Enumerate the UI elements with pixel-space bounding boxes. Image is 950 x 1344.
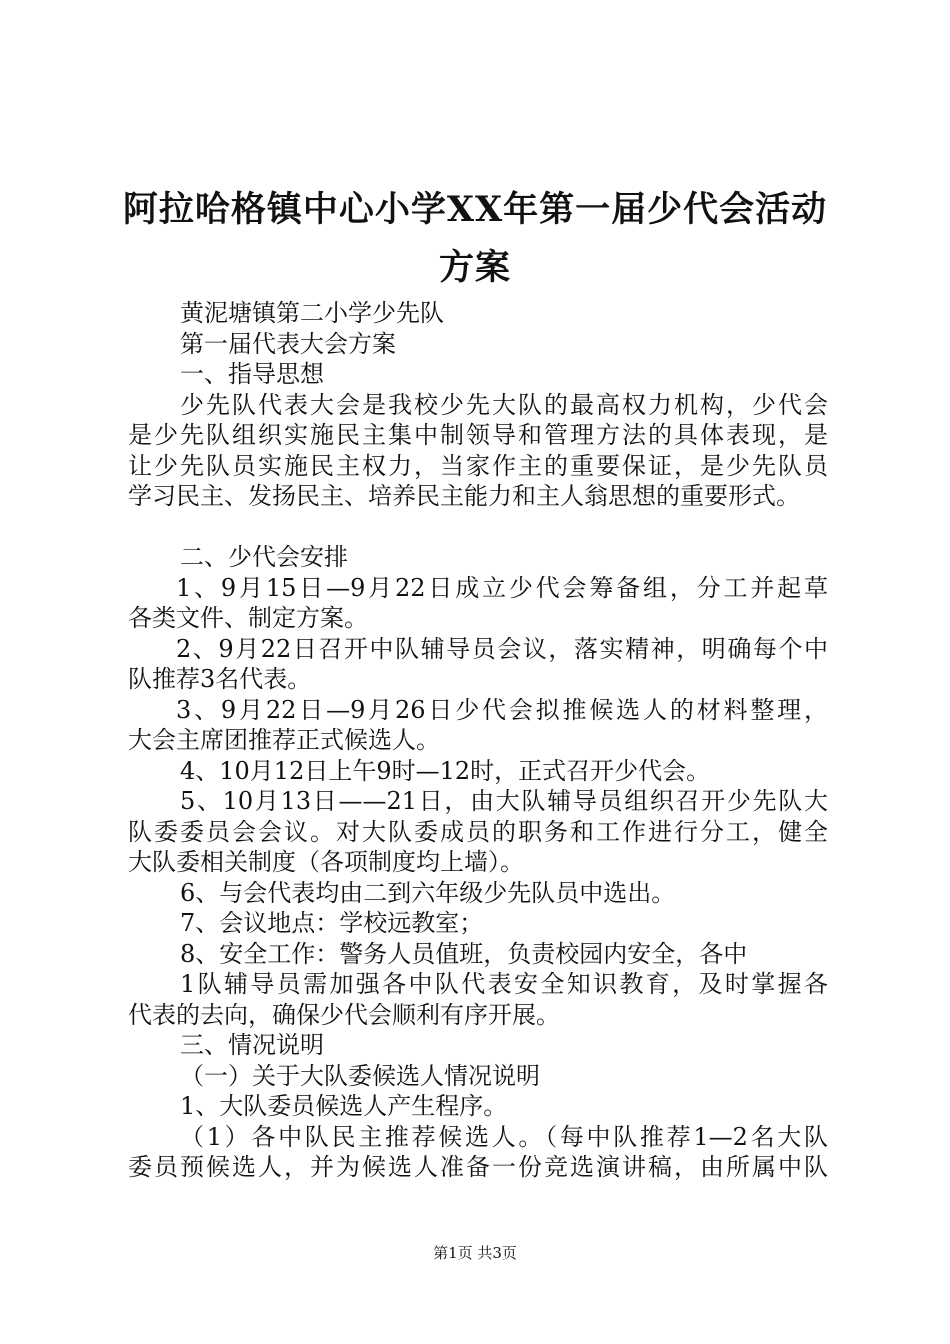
section-heading: 三、情况说明 [180,1031,324,1059]
body-line: 是少先队组织实施民主集中制领导和管理方法的具体表现，是 [128,421,828,449]
body-line: 少先队代表大会是我校少先大队的最高权力机构，少代会 [180,390,828,419]
page-footer: 第1页 共3页 [433,1244,517,1262]
body-line: 大队委相关制度（各项制度均上墙）。 [128,848,524,876]
body-line: （1）各中队民主推荐候选人。（每中队推荐1—2名大队 [180,1122,828,1151]
section-heading: 二、少代会安排 [180,543,348,571]
body-line: 让少先队员实施民主权力，当家作主的重要保证，是少先队员 [128,451,828,480]
subsection-heading: （一）关于大队委候选人情况说明 [180,1061,540,1090]
body-line: 6、与会代表均由二到六年级少先队员中选出。 [180,878,676,907]
section-heading: 一、指导思想 [180,360,324,388]
body-line: 8、安全工作：警务人员值班，负责校园内安全，各中 [180,939,748,968]
document-body [128,298,828,1183]
body-line: 学习民主、发扬民主、培养民主能力和主人翁思想的重要形式。 [128,482,800,510]
body-line: 1、大队委员候选人产生程序。 [180,1092,508,1120]
body-line: 2、9月22日召开中队辅导员会议，落实精神，明确每个中 [176,634,828,663]
document-title-line1: 阿拉哈格镇中心小学XX年第一届少代会活动 [122,189,828,230]
document-title-line2: 方案 [438,247,511,288]
body-line: 队委委员会会议。对大队委成员的职务和工作进行分工，健全 [128,817,828,846]
body-line: 各类文件、制定方案。 [128,604,368,632]
body-line: 队推荐3名代表。 [128,665,312,693]
body-line: 7、会议地点：学校远教室； [180,909,484,937]
body-line: 5、10月13日——21日，由大队辅导员组织召开少先队大 [180,787,828,815]
body-line: 3、9月22日—9月26日少代会拟推候选人的材料整理， [176,695,828,724]
body-line: 大会主席团推荐正式候选人。 [128,726,440,754]
blank-line [128,512,828,543]
body-line: 委员预候选人，并为候选人准备一份竞选演讲稿，由所属中队 [128,1153,828,1181]
body-line: 第一届代表大会方案 [180,329,396,358]
body-line: 1、9月15日—9月22日成立少代会筹备组，分工并起草 [176,573,828,602]
body-line: 4、10月12日上午9时—12时，正式召开少代会。 [180,756,711,785]
body-line: 1队辅导员需加强各中队代表安全知识教育，及时掌握各 [180,970,828,998]
body-line: 代表的去向，确保少代会顺利有序开展。 [128,1000,560,1029]
body-line: 黄泥塘镇第二小学少先队 [180,299,444,327]
